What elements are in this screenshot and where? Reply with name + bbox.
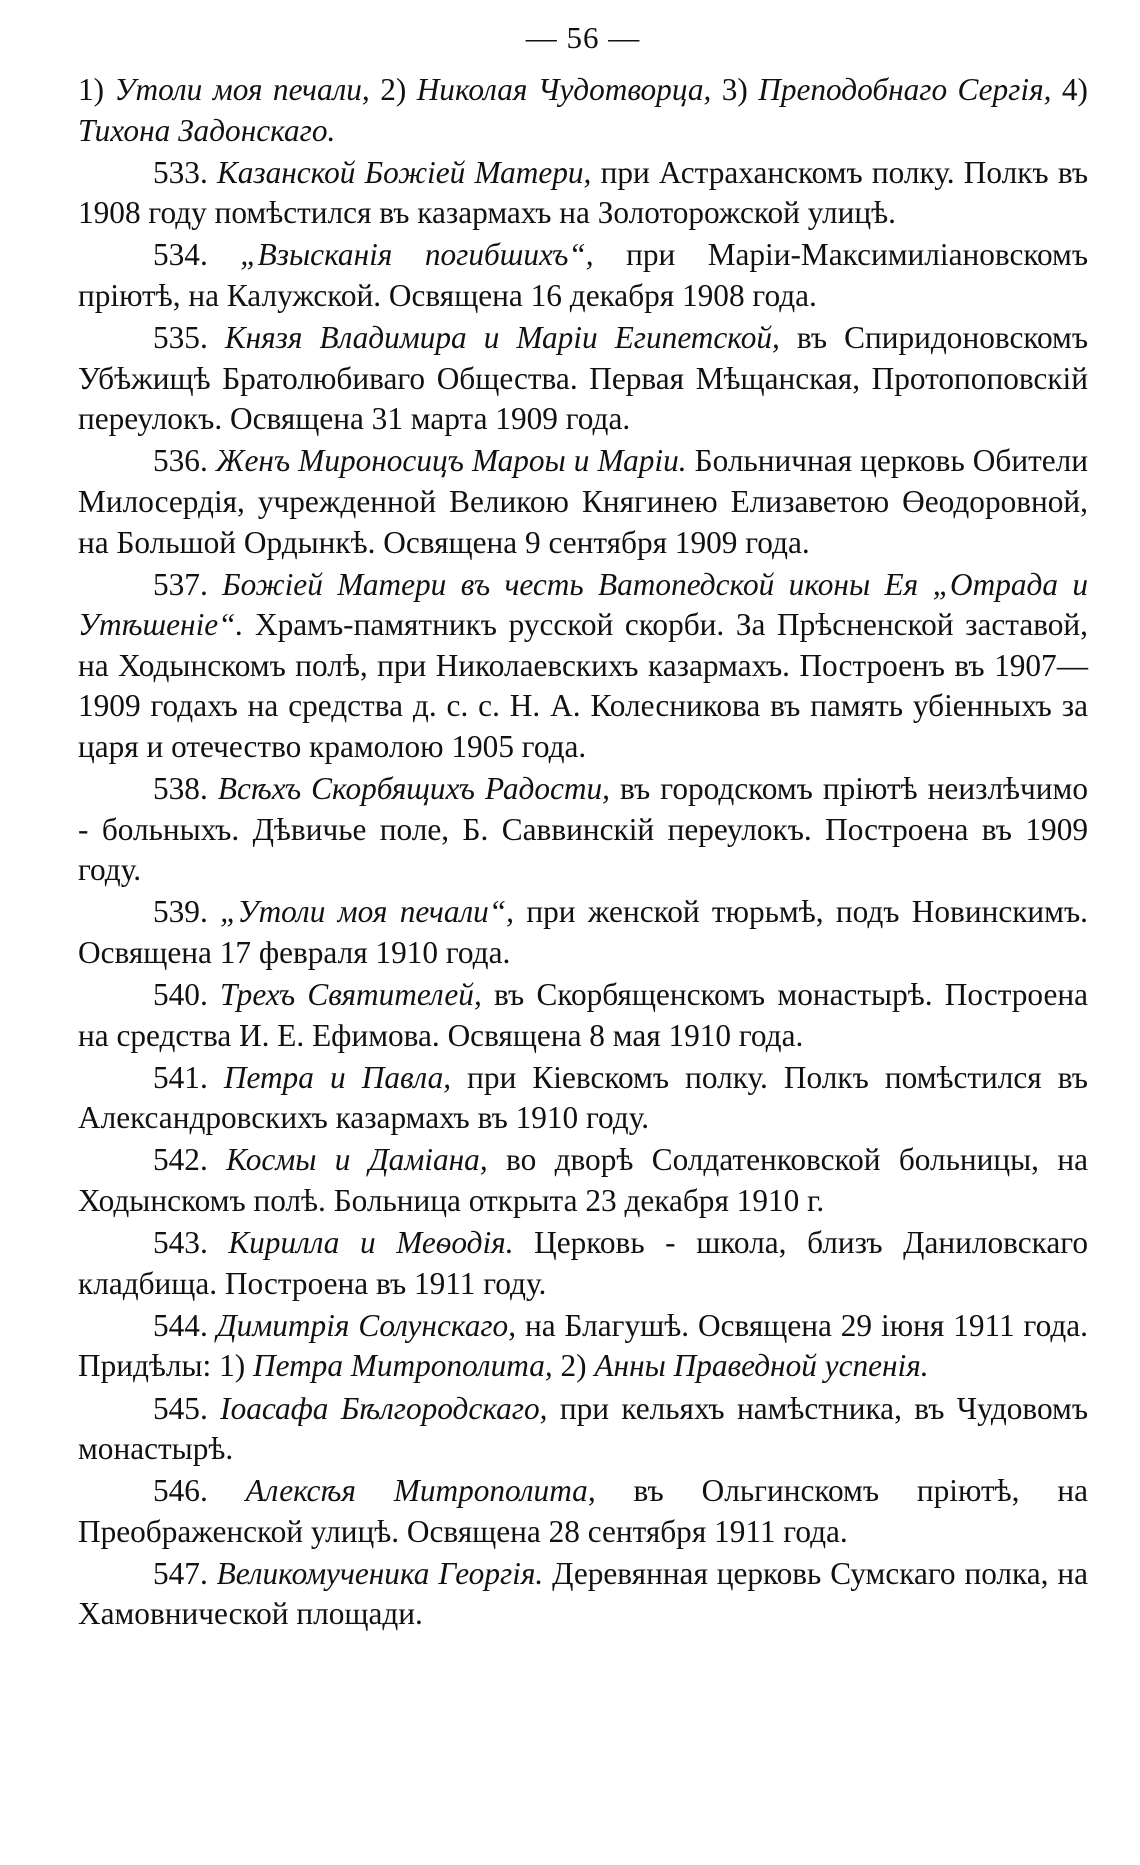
entry-title-italic: Петра и Павла,	[223, 1059, 452, 1095]
entry-title-italic: Кирилла и Меѳодія.	[228, 1225, 514, 1261]
entry-paragraph	[78, 975, 1088, 1056]
entry-title-italic: Казанской Божіей Матери,	[216, 154, 592, 190]
entry-text: Храмъ-памятникъ русской скорби. За Прѣсненской заставой, на Ходынскомъ полѣ, при Николаевскихъ казармахъ. Построенъ въ 1907—1909 годахъ на средства д. с. с. Н. А. Колесникова въ память убіенныхъ за царя и отечество крамолою 1905 года.	[78, 607, 1088, 764]
entry-text: на Благушѣ. Освящена 29 іюня 1911 года. Придѣлы: 1)	[78, 1307, 1088, 1384]
entry-text: Деревянная церковь Сумскаго полка, на Хамовнической площади.	[78, 1555, 1089, 1632]
entry-text: во дворѣ Солдатенковской больницы, на Ходынскомъ полѣ. Больница открыта 23 декабря 1910 г.	[78, 1142, 1088, 1219]
entry-text: 533.	[153, 154, 217, 190]
entry-text: въ городскомъ пріютѣ неизлѣчимо - больныхъ. Дѣвичье поле, Б. Саввинскій переулокъ. Построена въ 1909 году.	[78, 771, 1088, 888]
entry-paragraph	[78, 1223, 1088, 1304]
entry-title-italic: Алексѣя Митрополита,	[245, 1473, 596, 1509]
entry-text: 537.	[153, 566, 223, 602]
entry-text: 536.	[153, 443, 216, 479]
entry-text: въ Ольгинскомъ пріютѣ, на Преображенской улицѣ. Освящена 28 сентября 1911 года.	[78, 1473, 1088, 1549]
entry-text: 541.	[153, 1059, 224, 1095]
entry-title-italic: Петра Митрополита,	[252, 1348, 553, 1384]
entry-text: 544.	[153, 1307, 217, 1343]
entry-text: при женской тюрьмѣ, подъ Новинскимъ. Освящена 17 февраля 1910 года.	[78, 894, 1088, 970]
entry-title-italic: Женъ Мироносицъ Мароы и Маріи.	[215, 443, 687, 479]
entry-paragraph	[78, 1140, 1088, 1221]
entry-title-italic: Тихона Задонскаго.	[78, 112, 336, 148]
entry-title-italic: Космы и Даміана,	[226, 1142, 488, 1178]
entry-text: при кельяхъ намѣстника, въ Чудовомъ монастырѣ.	[78, 1390, 1089, 1467]
entry-title-italic: Всѣхъ Скорбящихъ Радости,	[217, 771, 610, 807]
entry-title-italic: Князя Владимира и Маріи Египетской,	[224, 320, 780, 356]
entry-paragraph	[78, 892, 1088, 973]
document-page	[78, 18, 1088, 1637]
entry-title-italic: „Утоли моя печали“,	[220, 894, 515, 930]
entry-text: при Кіевскомъ полку. Полкъ помѣстился въ Александровскихъ казармахъ въ 1910 году.	[78, 1059, 1088, 1136]
entry-title-italic: Великомученика Георгія.	[216, 1555, 544, 1591]
entry-paragraph	[78, 1306, 1088, 1387]
entry-text: въ Спиридоновскомъ Убѣжищѣ Братолюбиваго Общества. Первая Мѣщанская, Протопоповскій переулокъ. Освящена 31 марта 1909 года.	[78, 320, 1088, 437]
entry-text: 3)	[711, 72, 759, 107]
entry-paragraph	[78, 153, 1088, 234]
entry-text: 546.	[153, 1473, 246, 1509]
entry-text: 534.	[153, 237, 241, 273]
entry-paragraph	[78, 565, 1088, 768]
entry-paragraph	[78, 235, 1088, 316]
entry-title-italic: Николая Чудотворца,	[416, 72, 712, 107]
entry-text: 540.	[153, 977, 221, 1013]
entry-title-italic: Димитрія Солунскаго,	[216, 1307, 517, 1343]
entry-paragraph	[78, 769, 1088, 891]
entry-title-italic: Божіей Матери въ честь Ватопедской иконы Ея „Отрада и Утѣшеніе“.	[78, 566, 1089, 643]
entry-text: при Астраханскомъ полку. Полкъ въ 1908 году помѣстился въ казармахъ на Золоторожской улицѣ.	[78, 154, 1088, 231]
entry-text: 547.	[153, 1555, 217, 1591]
entry-title-italic: Анны Праведной успенія.	[594, 1348, 929, 1384]
entry-paragraph	[78, 1471, 1088, 1552]
entry-text: 2)	[552, 1348, 595, 1384]
entry-text: Больничная церковь Обители Милосердія, учрежденной Великою Княгинею Елизаветою Өеодоровной, на Большой Ордынкѣ. Освящена 9 сентября 1909 года.	[78, 443, 1089, 560]
entry-text: 538.	[153, 771, 218, 807]
entry-text: 1)	[78, 72, 115, 107]
entry-text: въ Скорбященскомъ монастырѣ. Построена на средства И. Е. Ефимова. Освящена 8 мая 1910 года.	[78, 977, 1088, 1053]
entry-text: 535.	[153, 320, 225, 356]
entry-text: при Маріи-Максимиліановскомъ пріютѣ, на Калужской. Освящена 16 декабря 1908 года.	[78, 237, 1089, 313]
entry-text: 542.	[153, 1142, 227, 1178]
page-number: — 56 —	[525, 20, 641, 55]
entry-text: 539.	[153, 894, 221, 930]
entry-paragraph	[78, 1058, 1088, 1139]
entry-paragraph	[78, 1389, 1088, 1470]
entry-text: 2)	[369, 72, 417, 107]
entry-text: 543.	[153, 1225, 229, 1261]
entry-text: 545.	[153, 1390, 221, 1426]
entry-title-italic: Іоасафа Бѣлгородскаго,	[220, 1390, 548, 1426]
entry-title-italic: Утоли моя печали,	[114, 72, 370, 107]
entry-paragraph	[78, 1554, 1088, 1635]
entry-text: 4)	[1051, 72, 1088, 107]
entry-paragraph	[78, 441, 1088, 563]
entry-paragraph	[78, 318, 1088, 440]
entries-list	[78, 70, 1088, 1635]
entry-title-italic: Преподобнаго Сергія,	[758, 72, 1052, 107]
entry-text: Церковь - школа, близъ Даниловскаго кладбища. Построена въ 1911 году.	[78, 1225, 1088, 1301]
entry-title-italic: „Взысканія погибшихъ“,	[240, 237, 594, 273]
entry-title-italic: Трехъ Святителей,	[220, 977, 482, 1013]
entry-paragraph	[78, 70, 1088, 151]
